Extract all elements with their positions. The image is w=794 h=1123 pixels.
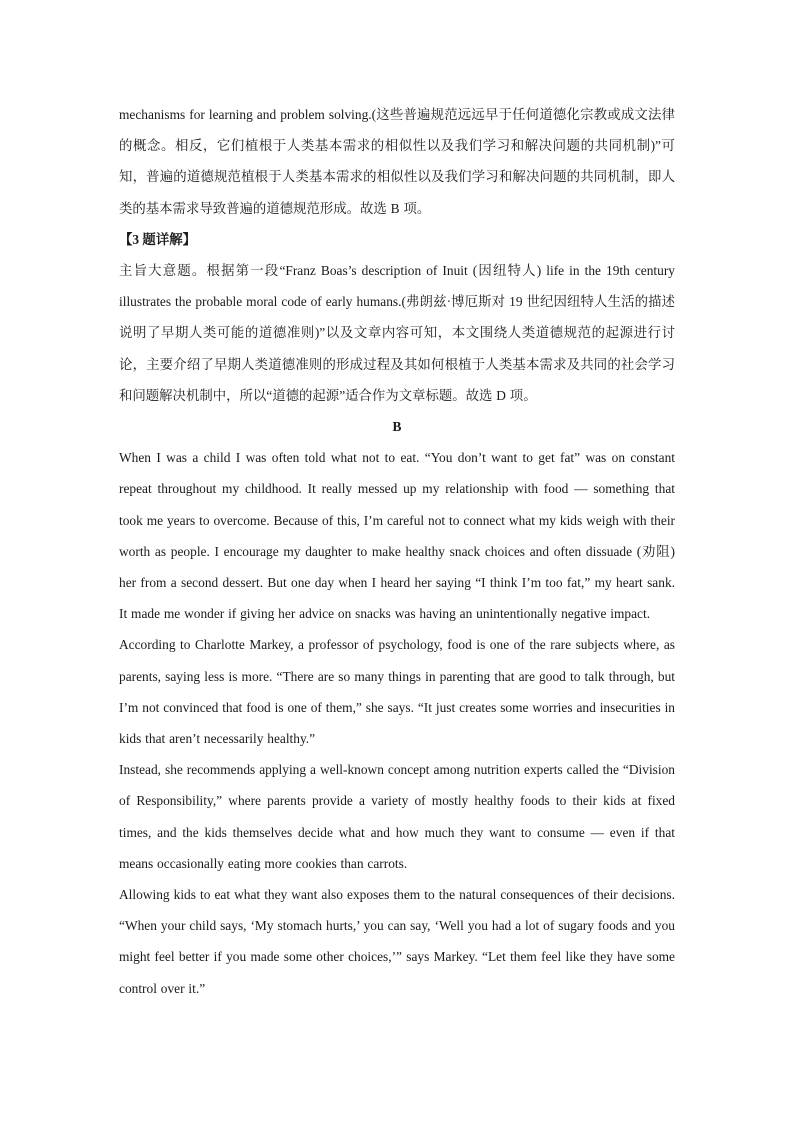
passage-paragraph: Instead, she recommends applying a well-known concept among nutrition experts called the “Division of Responsibility,” where parents provide a variety of mostly healthy foods to their kids at fixed times, and the kids themselves decide what and how much they want to consume — even if that means occasionally eating more cookies than carrots. xyxy=(119,762,675,871)
question-3-heading: 【3 题详解】 xyxy=(119,231,196,247)
passage-paragraph: Allowing kids to eat what they want also exposes them to the natural consequences of their decisions. “When your child says, ‘My stomach hurts,’ you can say, ‘Well you had a lot of sugary foods and you might feel better if you made some other choices,’” says Markey. “Let them feel like they have some control over it.” xyxy=(119,887,675,996)
section-letter: B xyxy=(392,419,402,435)
passage-paragraph: When I was a child I was often told what not to eat. “You don’t want to get fat” was on constant repeat throughout my childhood. It really messed up my relationship with food — something that took me years to overcome. Because of this, I’m careful not to connect what my kids weigh with their worth as people. I encourage my daughter to make healthy snack choices and often dissuade (劝阻) her from a second dessert. But one day when I heard her saying “I think I’m too fat,” my heart sank. It made me wonder if giving her advice on snacks was having an unintentionally negative impact. xyxy=(119,450,675,622)
question-3-explanation-paragraph: 主旨大意题。根据第一段“Franz Boas’s description of Inuit (因纽特人) life in the 19th century illustrates the probable moral code of early humans.(弗朗兹·博厄斯对 19 世纪因纽特人生活的描述说明了早期人类可能的道德准则)”以及文章内容可知，本文围绕人类道德规范的起源进行讨论，主要介绍了早期人类道德准则的形成过程及其如何根植于人类基本需求及共同的社会学习和问题解决机制中，所以“道德的起源”适合作为文章标题。故选 D 项。 xyxy=(119,263,675,403)
document-page xyxy=(119,99,675,1004)
continued-explanation-paragraph: mechanisms for learning and problem solving.(这些普遍规范远远早于任何道德化宗教或成文法律的概念。相反，它们植根于人类基本需求的相似性以及我们学习和解决问题的共同机制)”可知，普遍的道德规范植根于人类基本需求的相似性以及我们学习和解决问题的共同机制，即人类的基本需求导致普遍的道德规范形成。故选 B 项。 xyxy=(119,107,675,216)
passage-paragraph: According to Charlotte Markey, a professor of psychology, food is one of the rare subjects where, as parents, saying less is more. “There are so many things in parenting that are good to talk through, but I’m not convinced that food is one of them,” she says. “It just creates some worries and insecurities in kids that aren’t necessarily healthy.” xyxy=(119,637,675,747)
